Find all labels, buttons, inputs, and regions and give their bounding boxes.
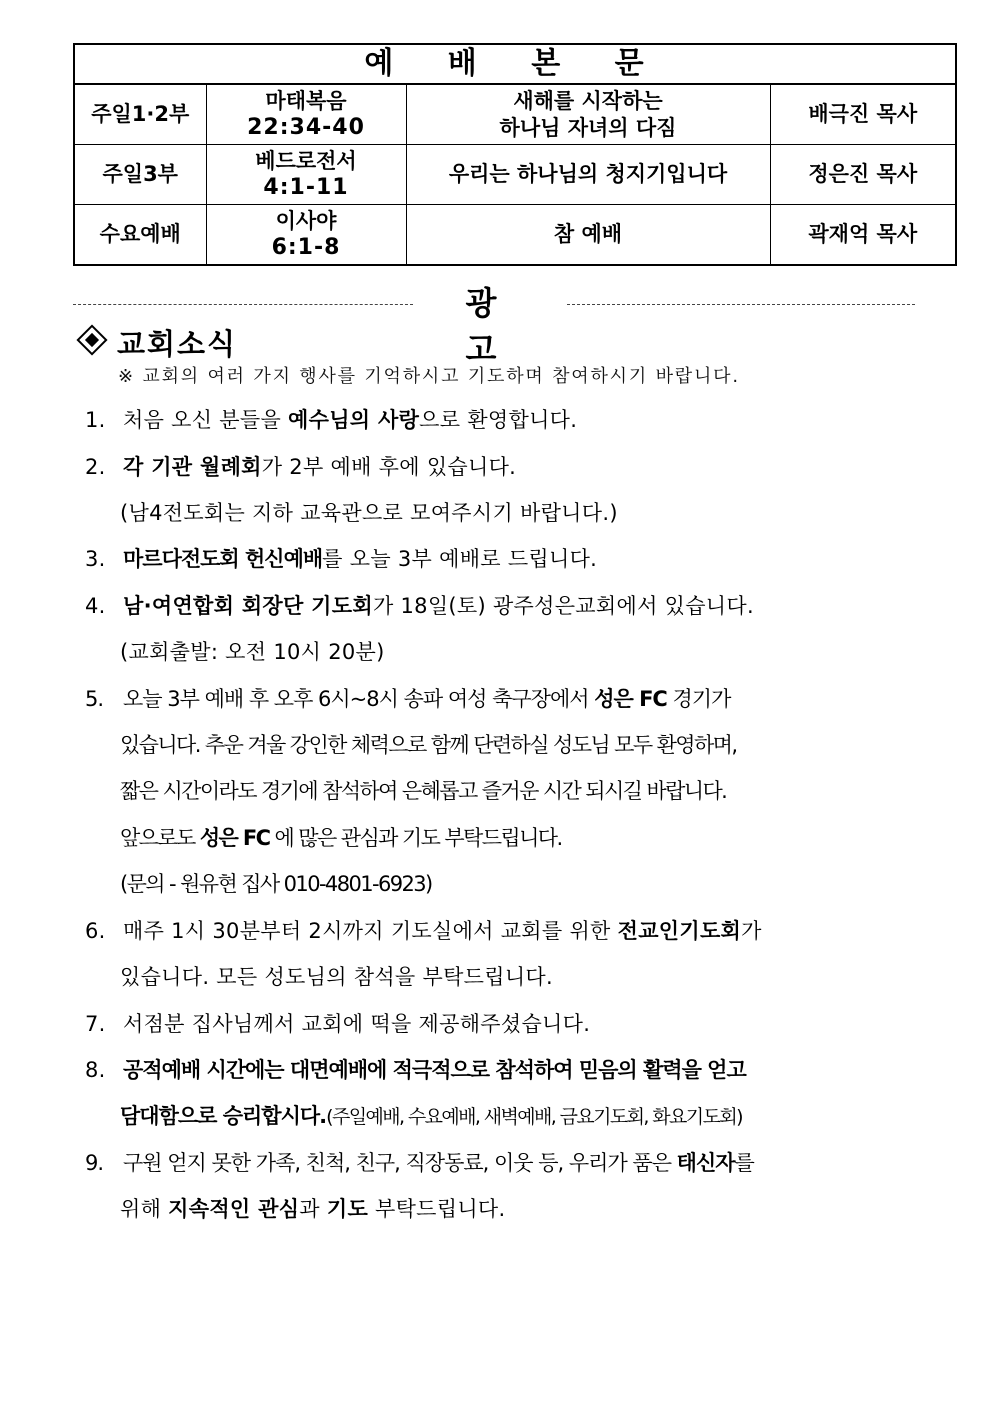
item-text-emphasis: 성은 FC: [594, 687, 667, 711]
worship-row: [74, 205, 956, 266]
item-text: 를 오늘 3부 예배로 드립니다.: [322, 547, 598, 571]
service-name: 수요예배: [74, 205, 206, 266]
dashed-divider: [567, 304, 915, 305]
item-number: 2.: [85, 455, 106, 479]
sermon-title: [406, 145, 770, 205]
worship-row: [74, 145, 956, 205]
church-news-note: ※ 교회의 여러 가지 행사를 기억하시고 기도하며 참여하시기 바랍니다.: [118, 366, 740, 387]
ad-heading-label: 광 고: [465, 284, 521, 368]
scripture-book: 베드로전서: [255, 148, 357, 173]
item-text: 에 많은 관심과 기도 부탁드립니다.: [269, 826, 562, 850]
worship-title-row: [74, 44, 956, 84]
scripture-ref: 6:1-8: [271, 234, 341, 260]
item-text: (주일예배, 수요예배, 새벽예배, 금요기도회, 화요기도회): [326, 1106, 742, 1128]
item-text-emphasis: 담대함으로 승리합시다.: [120, 1104, 327, 1128]
dashed-divider: [73, 304, 413, 305]
announcement-subline: (남4전도회는 지하 교육관으로 모여주시기 바랍니다.): [120, 501, 618, 525]
item-number: 7.: [85, 1012, 106, 1036]
item-text: 매주 1시 30분부터 2시까지 기도실에서 교회를 위한: [123, 919, 618, 943]
scripture-ref: 4:1-11: [263, 174, 349, 200]
announcement-item: [85, 451, 516, 481]
item-number: 1.: [85, 408, 106, 432]
item-text-emphasis: 기도: [326, 1197, 369, 1221]
item-text: 가 18일(토) 광주성은교회에서 있습니다.: [372, 594, 754, 618]
announcement-subline: [120, 1193, 506, 1223]
announcement-item: [85, 1147, 754, 1177]
item-number: 5.: [85, 687, 104, 711]
item-text-emphasis: 각 기관 월례회: [123, 455, 262, 479]
item-number: 8.: [85, 1058, 106, 1082]
scripture-book: 이사야: [275, 208, 337, 233]
scripture-passage: [206, 205, 406, 266]
announcement-subline: 있습니다. 추운 겨울 강인한 체력으로 함께 단련하실 성도님 모두 환영하며,: [120, 733, 737, 757]
item-text-emphasis: 예수님의 사랑: [288, 408, 420, 432]
item-text-emphasis: 지속적인 관심: [168, 1197, 300, 1221]
announcement-subline: 짧은 시간이라도 경기에 참석하여 은혜롭고 즐거운 시간 되시길 바랍니다.: [120, 779, 727, 803]
item-text-emphasis: 성은 FC: [199, 826, 270, 850]
item-text: 앞으로도: [120, 826, 200, 850]
scripture-book: 마태복음: [265, 88, 347, 113]
item-text: 를: [734, 1151, 754, 1175]
item-number: 6.: [85, 919, 106, 943]
item-number: 9.: [85, 1151, 104, 1175]
scripture-ref: 22:34-40: [247, 114, 365, 140]
announcement-item: [85, 404, 577, 434]
announcement-item: [85, 1008, 590, 1038]
item-text: 처음 오신 분들을: [123, 408, 289, 432]
item-text-emphasis: 전교인기도회: [617, 919, 742, 943]
item-text: 위해: [120, 1197, 169, 1221]
item-text-emphasis: 태신자: [676, 1151, 735, 1175]
item-text: 구원 얻지 못한 가족, 친척, 친구, 직장동료, 이웃 등, 우리가 품은: [123, 1151, 677, 1175]
item-text: 오늘 3부 예배 후 오후 6시~8시 송파 여성 축구장에서: [123, 687, 595, 711]
announcement-item: [85, 543, 597, 573]
item-text-emphasis: 남·여연합회 회장단 기도회: [123, 594, 373, 618]
scripture-passage: [206, 145, 406, 205]
sermon-title-line: 새해를 시작하는: [513, 89, 663, 114]
announcement-subline: [120, 1100, 742, 1130]
item-text: 과: [299, 1197, 327, 1221]
scripture-passage: [206, 84, 406, 145]
sermon-title: [406, 205, 770, 266]
worship-row: [74, 84, 956, 145]
item-text: 으로 환영합니다.: [419, 408, 578, 432]
announcement-subline: (교회출발: 오전 10시 20분): [120, 640, 385, 664]
announcement-item: [85, 590, 754, 620]
item-text: 가 2부 예배 후에 있습니다.: [261, 455, 517, 479]
item-number: 4.: [85, 594, 106, 618]
preacher: 정은진 목사: [770, 145, 956, 205]
item-number: 3.: [85, 547, 106, 571]
announcement-item: [85, 683, 730, 713]
diamond-bullet-icon: [76, 324, 107, 355]
service-name: 주일3부: [74, 145, 206, 205]
item-text: 서점분 집사님께서 교회에 떡을 제공해주셨습니다.: [123, 1012, 591, 1036]
sermon-title-line: 우리는 하나님의 청지기입니다: [448, 162, 728, 187]
announcement-item: [85, 915, 762, 945]
sermon-title: [406, 84, 770, 145]
announcement-subline: 있습니다. 모든 성도님의 참석을 부탁드립니다.: [120, 965, 553, 989]
worship-title: 예 배 본 문: [74, 44, 956, 84]
church-news-heading: [78, 322, 237, 363]
announcement-subline: [120, 822, 562, 852]
item-text: 경기가: [666, 687, 731, 711]
item-text-emphasis: 마르다전도회 헌신예배: [123, 547, 323, 571]
worship-table: [73, 43, 957, 266]
announcement-item: [85, 1054, 746, 1084]
preacher: 곽재억 목사: [770, 205, 956, 266]
item-text: 가: [741, 919, 762, 943]
sermon-title-line: 참 예배: [553, 222, 623, 247]
preacher: 배극진 목사: [770, 84, 956, 145]
service-name: 주일1·2부: [74, 84, 206, 145]
item-text: 부탁드립니다.: [368, 1197, 506, 1221]
church-news-heading-text: 교회소식: [117, 327, 238, 361]
item-text-emphasis: 공적예배 시간에는 대면예배에 적극적으로 참석하여 믿음의 활력을 얻고: [123, 1058, 746, 1082]
announcement-subline: (문의 - 원유현 집사 010-4801-6923): [120, 872, 432, 896]
sermon-title-line: 하나님 자녀의 다짐: [499, 115, 677, 140]
